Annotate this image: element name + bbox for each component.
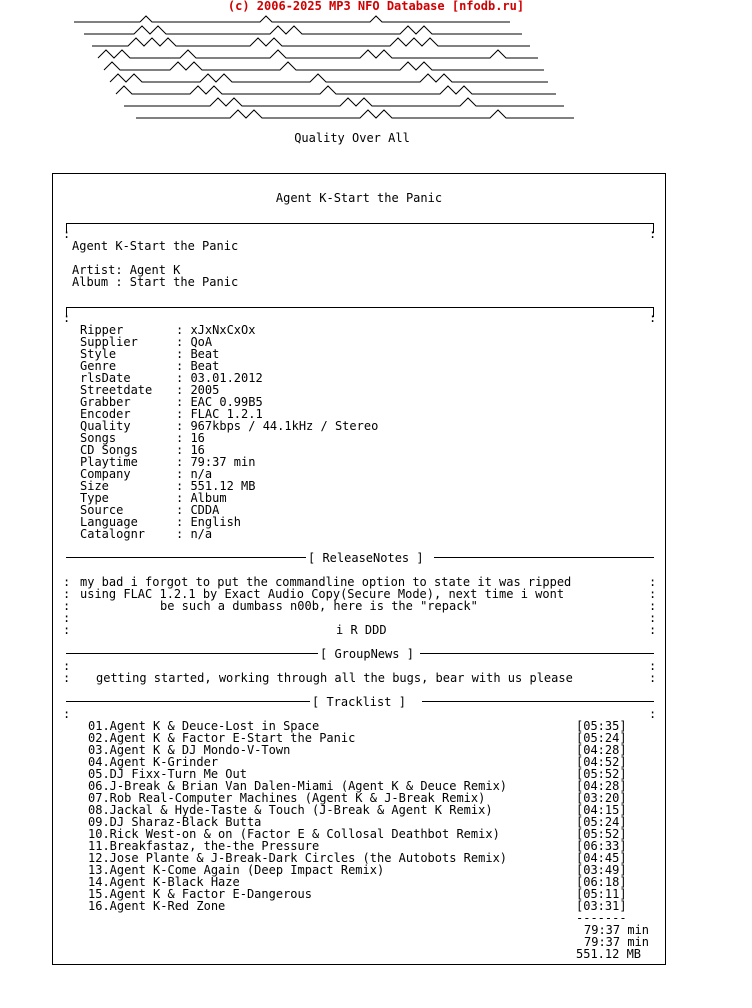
tagline: Quality Over All bbox=[294, 131, 410, 145]
field-row: Company : n/a bbox=[80, 467, 213, 481]
field-key: Catalognr bbox=[80, 527, 146, 541]
box-edge: : bbox=[63, 227, 71, 241]
field-key: Size bbox=[80, 479, 109, 493]
box-edge: : bbox=[63, 599, 71, 613]
track-duration: [04:28] bbox=[576, 743, 627, 757]
track-duration: [05:11] bbox=[576, 887, 627, 901]
field-value: FLAC 1.2.1 bbox=[190, 407, 263, 421]
track-title: 14.Agent K-Black Haze bbox=[88, 875, 240, 889]
track-duration: [03:49] bbox=[576, 863, 627, 877]
box-edge: : bbox=[63, 623, 71, 637]
box-edge: : bbox=[649, 623, 657, 637]
box-edge: : bbox=[649, 611, 657, 625]
field-key: Type bbox=[80, 491, 109, 505]
field-key: Songs bbox=[80, 431, 117, 445]
field-value: EAC 0.99B5 bbox=[190, 395, 263, 409]
group-news-text: getting started, working through all the bugs, bear with us please bbox=[96, 671, 573, 685]
track-duration: [04:28] bbox=[576, 779, 627, 793]
field-value: Album bbox=[190, 491, 227, 505]
track-duration: [04:45] bbox=[576, 851, 627, 865]
tracklist-rule bbox=[66, 696, 654, 708]
field-value: QoA bbox=[190, 335, 213, 349]
track-title: 04.Agent K-Grinder bbox=[88, 755, 219, 769]
track-title: 05.DJ Fixx-Turn Me Out bbox=[88, 767, 247, 781]
field-row: Streetdate : 2005 bbox=[80, 383, 220, 397]
field-value: 551.12 MB bbox=[190, 479, 256, 493]
track-duration: [04:15] bbox=[576, 803, 627, 817]
field-key: Playtime bbox=[80, 455, 138, 469]
track-duration: [05:24] bbox=[576, 731, 627, 745]
field-row: Quality : 967kbps / 44.1kHz / Stereo bbox=[80, 419, 379, 433]
tracklist bbox=[88, 720, 648, 912]
divider bbox=[66, 218, 654, 230]
release-notes-signoff: i R DDD bbox=[336, 623, 387, 637]
field-row: Type : Album bbox=[80, 491, 227, 505]
release-notes-line: my bad i forgot to put the commandline option to state it was ripped bbox=[80, 575, 572, 589]
field-row: Encoder : FLAC 1.2.1 bbox=[80, 407, 263, 421]
intro-artist: Artist: Agent K bbox=[72, 263, 181, 277]
field-value: xJxNxCxOx bbox=[190, 323, 256, 337]
track-duration: [04:52] bbox=[576, 755, 627, 769]
box-edge: : bbox=[649, 227, 657, 241]
group-news-rule bbox=[66, 648, 654, 660]
field-key: Encoder bbox=[80, 407, 131, 421]
field-row: Songs : 16 bbox=[80, 431, 205, 445]
box-edge: : bbox=[649, 659, 657, 673]
track-duration: [05:24] bbox=[576, 815, 627, 829]
release-notes-line: using FLAC 1.2.1 by Exact Audio Copy(Secure Mode), next time i wont bbox=[80, 587, 565, 601]
box-edge: : bbox=[649, 575, 657, 589]
field-value: CDDA bbox=[190, 503, 220, 517]
field-row: CD Songs : 16 bbox=[80, 443, 205, 457]
field-key: Company bbox=[80, 467, 131, 481]
track-duration: [03:20] bbox=[576, 791, 627, 805]
total-size: 551.12 MB bbox=[576, 947, 642, 961]
release-notes-rule bbox=[66, 552, 654, 564]
field-row: Genre : Beat bbox=[80, 359, 220, 373]
field-value: English bbox=[190, 515, 242, 529]
track-title: 12.Jose Plante & J-Break-Dark Circles (the Autobots Remix) bbox=[88, 851, 508, 865]
field-key: Style bbox=[80, 347, 117, 361]
release-notes-line: be such a dumbass n00b, here is the "repack" bbox=[160, 599, 478, 613]
track-row bbox=[88, 900, 648, 912]
track-title: 10.Rick West-on & on (Factor E & Collosal Deathbot Remix) bbox=[88, 827, 500, 841]
field-key: CD Songs bbox=[80, 443, 138, 457]
box-edge: : bbox=[63, 587, 71, 601]
track-duration: [06:33] bbox=[576, 839, 627, 853]
field-key: Source bbox=[80, 503, 124, 517]
field-row: Catalognr : n/a bbox=[80, 527, 213, 541]
track-duration: [06:18] bbox=[576, 875, 627, 889]
field-row: rlsDate : 03.01.2012 bbox=[80, 371, 263, 385]
box-edge: : bbox=[63, 311, 71, 325]
track-title: 06.J-Break & Brian Van Dalen-Miami (Agent K & Deuce Remix) bbox=[88, 779, 508, 793]
track-title: 07.Rob Real-Computer Machines (Agent K & J-Break Remix) bbox=[88, 791, 486, 805]
field-value: Beat bbox=[190, 347, 220, 361]
tracklist-heading: [ Tracklist ] bbox=[312, 695, 406, 709]
box-edge: : bbox=[649, 587, 657, 601]
track-title: 13.Agent K-Come Again (Deep Impact Remix) bbox=[88, 863, 385, 877]
field-value: 2005 bbox=[190, 383, 220, 397]
header-credit[interactable]: (c) 2006-2025 MP3 NFO Database [nfodb.ru] bbox=[227, 0, 525, 13]
release-info-fields bbox=[80, 324, 378, 540]
total-playtime: 79:37 min bbox=[584, 935, 650, 949]
field-key: Genre bbox=[80, 359, 117, 373]
release-title: Agent K-Start the Panic bbox=[275, 191, 443, 205]
track-title: 03.Agent K & DJ Mondo-V-Town bbox=[88, 743, 291, 757]
field-row: Size : 551.12 MB bbox=[80, 479, 256, 493]
box-edge: : bbox=[649, 671, 657, 685]
field-value: 16 bbox=[190, 443, 205, 457]
field-value: n/a bbox=[190, 527, 213, 541]
track-duration: [03:31] bbox=[576, 899, 627, 913]
field-row: Grabber : EAC 0.99B5 bbox=[80, 395, 263, 409]
field-key: Supplier bbox=[80, 335, 138, 349]
field-key: Ripper bbox=[80, 323, 124, 337]
box-edge: : bbox=[649, 599, 657, 613]
track-title: 01.Agent K & Deuce-Lost in Space bbox=[88, 719, 320, 733]
box-edge: : bbox=[63, 671, 71, 685]
track-title: 02.Agent K & Factor E-Start the Panic bbox=[88, 731, 356, 745]
field-key: Quality bbox=[80, 419, 131, 433]
field-key: Language bbox=[80, 515, 138, 529]
box-edge: : bbox=[63, 575, 71, 589]
total-playtime: 79:37 min bbox=[584, 923, 650, 937]
field-key: Streetdate bbox=[80, 383, 153, 397]
field-row: Ripper : xJxNxCxOx bbox=[80, 323, 256, 337]
box-edge: : bbox=[63, 611, 71, 625]
intro-album: Album : Start the Panic bbox=[72, 275, 239, 289]
track-title: 15.Agent K & Factor E-Dangerous bbox=[88, 887, 312, 901]
field-value: 03.01.2012 bbox=[190, 371, 263, 385]
totals-separator: ------- bbox=[576, 911, 627, 925]
field-value: 16 bbox=[190, 431, 205, 445]
field-value: 79:37 min bbox=[190, 455, 256, 469]
field-row: Supplier : QoA bbox=[80, 335, 213, 349]
field-row: Style : Beat bbox=[80, 347, 220, 361]
field-key: rlsDate bbox=[80, 371, 131, 385]
track-title: 11.Breakfastaz, the-the Pressure bbox=[88, 839, 320, 853]
track-title: 16.Agent K-Red Zone bbox=[88, 899, 226, 913]
track-duration: [05:52] bbox=[576, 827, 627, 841]
field-value: Beat bbox=[190, 359, 220, 373]
ascii-art-logo bbox=[70, 14, 590, 124]
field-value: n/a bbox=[190, 467, 213, 481]
intro-title: Agent K-Start the Panic bbox=[72, 239, 239, 253]
track-duration: [05:35] bbox=[576, 719, 627, 733]
field-row: Playtime : 79:37 min bbox=[80, 455, 256, 469]
box-edge: : bbox=[649, 707, 657, 721]
box-edge: : bbox=[63, 707, 71, 721]
field-key: Grabber bbox=[80, 395, 131, 409]
field-row: Source : CDDA bbox=[80, 503, 220, 517]
track-title: 08.Jackal & Hyde-Taste & Touch (J-Break & Agent K Remix) bbox=[88, 803, 493, 817]
track-title: 09.DJ Sharaz-Black Butta bbox=[88, 815, 262, 829]
field-row: Language : English bbox=[80, 515, 242, 529]
release-notes-heading: [ ReleaseNotes ] bbox=[308, 551, 424, 565]
divider bbox=[66, 302, 654, 314]
box-edge: : bbox=[649, 311, 657, 325]
group-news-heading: [ GroupNews ] bbox=[320, 647, 414, 661]
box-edge: : bbox=[63, 659, 71, 673]
track-duration: [05:52] bbox=[576, 767, 627, 781]
field-value: 967kbps / 44.1kHz / Stereo bbox=[190, 419, 379, 433]
